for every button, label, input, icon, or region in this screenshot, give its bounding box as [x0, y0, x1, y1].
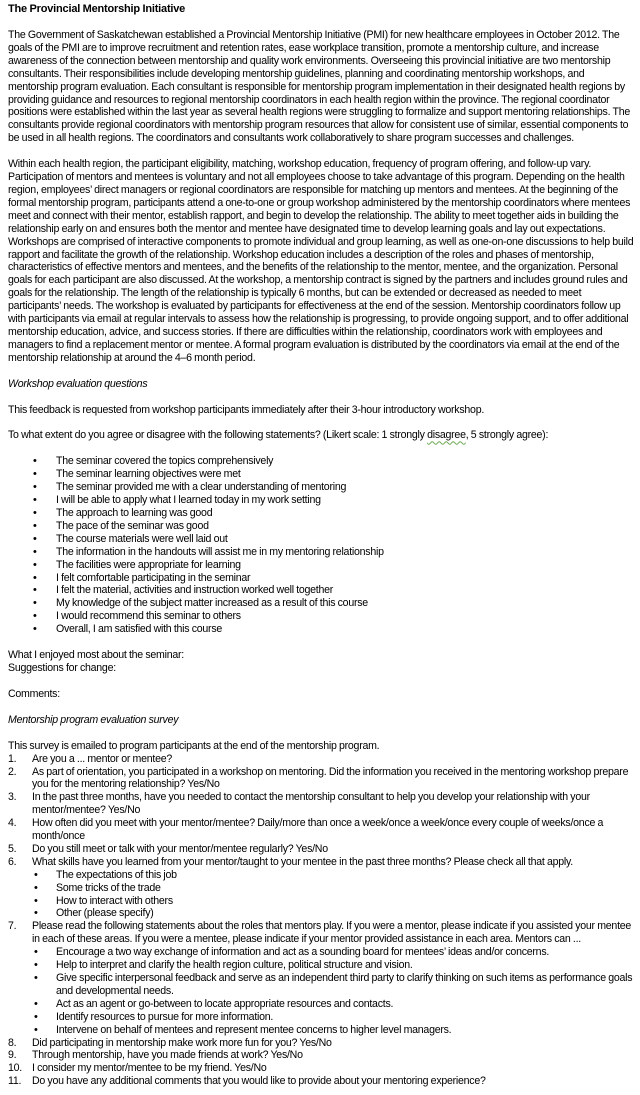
list-item: • I felt the material, activities and instruction worked well together	[8, 584, 634, 597]
suggestions-prompt: Suggestions for change:	[8, 661, 116, 674]
question-number: 6.	[8, 855, 17, 868]
option-item: • Intervene on behalf of mentees and represent mentee concerns to higher level managers.	[32, 1024, 634, 1037]
survey-question	[8, 843, 634, 856]
option-item: • Give specific interpersonal feedback and serve as an independent third party to clarify thinking on such items as performance goals and developmental needs.	[32, 972, 634, 998]
question-text: Did participating in mentorship make work more fun for you? Yes/No	[32, 1036, 332, 1049]
question-number: 8.	[8, 1036, 17, 1049]
question-number: 2.	[8, 765, 17, 778]
list-item: • I felt comfortable participating in the seminar	[8, 572, 634, 585]
list-item: • I will be able to apply what I learned today in my work setting	[8, 494, 634, 507]
list-item: • The pace of the seminar was good	[8, 520, 634, 533]
option-item: • Some tricks of the trade	[32, 882, 634, 895]
list-item: • The seminar covered the topics comprehensively	[8, 455, 634, 468]
option-item: • How to interact with others	[32, 895, 634, 908]
mentor-roles-list	[32, 946, 634, 1036]
list-item: • The facilities were appropriate for learning	[8, 559, 634, 572]
list-item: • The approach to learning was good	[8, 507, 634, 520]
option-item: • Act as an agent or go-between to locate appropriate resources and contacts.	[32, 998, 634, 1011]
option-item: • Help to interpret and clarify the health region culture, political structure and vision.	[32, 959, 634, 972]
list-item: • The information in the handouts will assist me in my mentoring relationship	[8, 546, 634, 559]
list-item: • Overall, I am satisfied with this course	[8, 623, 634, 636]
survey-intro: This survey is emailed to program participants at the end of the mentorship program.	[8, 739, 380, 752]
list-item: • My knowledge of the subject matter increased as a result of this course	[8, 597, 634, 610]
survey-question	[8, 1062, 634, 1075]
survey-question	[8, 791, 634, 817]
question-text: Do you still meet or talk with your mentor/mentee regularly? Yes/No	[32, 842, 328, 855]
likert-question-text: To what extent do you agree or disagree with the following statements? (Likert scale: 1 strongly	[8, 429, 428, 442]
survey-question	[8, 766, 634, 792]
question-text: Do you have any additional comments that you would like to provide about your mentoring experience?	[32, 1075, 486, 1088]
comments-prompt: Comments:	[8, 687, 60, 700]
option-item: • The expectations of this job	[32, 869, 634, 882]
option-item: • Identify resources to pursue for more information.	[32, 1011, 634, 1024]
option-item: • Other (please specify)	[32, 907, 634, 920]
survey-question	[8, 1049, 634, 1062]
enjoyed-prompt: What I enjoyed most about the seminar:	[8, 649, 184, 662]
intro-paragraph: The Government of Saskatchewan established a Provincial Mentorship Initiative (PMI) for new healthcare employees in October 2012. The goals of the PMI are to improve recruitment and retention rates, ease workplace transition, promote a mentorship culture, and increase awareness of the connection between mentorship and quality work environments. Overseeing this provincial initiative are two mentorship consultants. Their responsibilities include developing mentorship guidelines, planning and coordinating mentorship workshops, and mentorship program evaluation. Each consultant is responsible for mentorship program implementation in their designated health regions by providing guidance and resources to regional mentorship coordinators in each health region within the province. The regional coordinator positions were established within the last year as several health regions were struggling to formalize and support mentoring relationships. The consultants provide regional coordinators with mentorship program resources that allow for consistent use of similar, essential components to be used in all health regions. The coordinators and consultants work collaboratively to share program successes and challenges.	[8, 29, 630, 145]
survey-question	[8, 856, 634, 921]
survey-question	[8, 1075, 634, 1088]
skills-options-list	[32, 869, 634, 921]
survey-question	[8, 1037, 634, 1050]
survey-heading: Mentorship program evaluation survey	[8, 713, 179, 726]
question-number: 3.	[8, 791, 17, 804]
list-item: • The seminar provided me with a clear understanding of mentoring	[8, 481, 634, 494]
option-item: • Encourage a two way exchange of information and act as a sounding board for mentees’ ideas and/or concerns.	[32, 946, 634, 959]
question-number: 7.	[8, 920, 17, 933]
question-number: 5.	[8, 842, 17, 855]
document-title: The Provincial Mentorship Initiative	[8, 3, 186, 15]
question-number: 9.	[8, 1049, 17, 1062]
question-text: Through mentorship, have you made friends at work? Yes/No	[32, 1049, 303, 1062]
likert-question-suffix: , 5 strongly agree):	[465, 429, 549, 442]
question-text: In the past three months, have you needed to contact the mentorship consultant to help you develop your relationship with your mentor/mentee? Yes/No	[32, 791, 590, 817]
likert-question	[8, 429, 634, 442]
question-number: 1.	[8, 752, 17, 765]
question-text: What skills have you learned from your mentor/taught to your mentee in the past three months? Please check all that apply.	[32, 855, 573, 868]
question-text: How often did you meet with your mentor/mentee? Daily/more than once a week/once a week/once every couple of weeks/once a month/once	[32, 817, 604, 843]
question-number: 11.	[8, 1075, 22, 1088]
question-number: 4.	[8, 817, 17, 830]
question-text: As part of orientation, you participated in a workshop on mentoring. Did the information you received in the mentoring workshop prepare you for the mentoring relationship? Yes/No	[32, 765, 629, 791]
spellcheck-flagged-word[interactable]: disagree	[427, 429, 466, 442]
list-item: • The course materials were well laid out	[8, 533, 634, 546]
survey-question	[8, 753, 634, 766]
workshop-heading: Workshop evaluation questions	[8, 377, 148, 390]
survey-questions-list	[8, 753, 634, 1089]
regions-paragraph: Within each health region, the participant eligibility, matching, workshop education, frequency of program offering, and follow-up vary. Participation of mentors and mentees is voluntary and not all employees choose to take advantage of this program. Depending on the health region, employees’ direct managers or regional coordinators are responsible for matching up mentors and mentees. At the beginning of the formal mentorship program, participants attend a one-to-one or group workshop administered by the mentorship coordinators where mentees meet and connect with their mentor, establish rapport, and begin to develop the relationship. The ability to meet together aids in building the relationship early on and ensures both the mentor and mentee have designated time to develop learning goals and lay out expectations. Workshops are comprised of interactive components to promote individual and group learning, as well as one-on-one discussions to help build rapport and facilitate the growth of the relationship. Workshop education includes a description of the roles and phases of mentorship, characteristics of effective mentors and mentees, and the benefits of the relationship to the mentor, mentee, and the organization. Personal goals for each participant are also discussed. At the workshop, a mentorship contract is signed by the partners and includes ground rules and goals for the relationship. The length of the relationship is typically 6 months, but can be extended or decreased as needed to meet participants’ needs. The workshop is evaluated by participants for effectiveness at the end of the session. Mentorship coordinators follow up with participants via email at regular intervals to assess how the relationship is progressing, to provide ongoing support, and to offer additional mentorship education, advice, and success stories. If there are difficulties within the relationship, coordinators work with employees and managers to find a replacement mentor or mentee. A formal program evaluation is distributed by the coordinators via email at the end of the mentorship relationship at around the 4–6 month period.	[8, 158, 634, 364]
question-number: 10.	[8, 1062, 22, 1075]
list-item: • The seminar learning objectives were met	[8, 468, 634, 481]
workshop-intro: This feedback is requested from workshop participants immediately after their 3-hour introductory workshop.	[8, 403, 485, 416]
survey-question	[8, 817, 634, 843]
question-text: Please read the following statements about the roles that mentors play. If you were a mentor, please indicate if you assisted your mentee in each of these areas. If you were a mentee, please indicate if your mentor provided assistance in each area. Mentors can ...	[32, 920, 632, 946]
workshop-statements-list	[8, 455, 634, 636]
question-text: Are you a ... mentor or mentee?	[32, 752, 173, 765]
survey-question	[8, 920, 634, 1036]
document-page	[8, 3, 634, 1088]
question-text: I consider my mentor/mentee to be my friend. Yes/No	[32, 1062, 267, 1075]
list-item: • I would recommend this seminar to others	[8, 610, 634, 623]
